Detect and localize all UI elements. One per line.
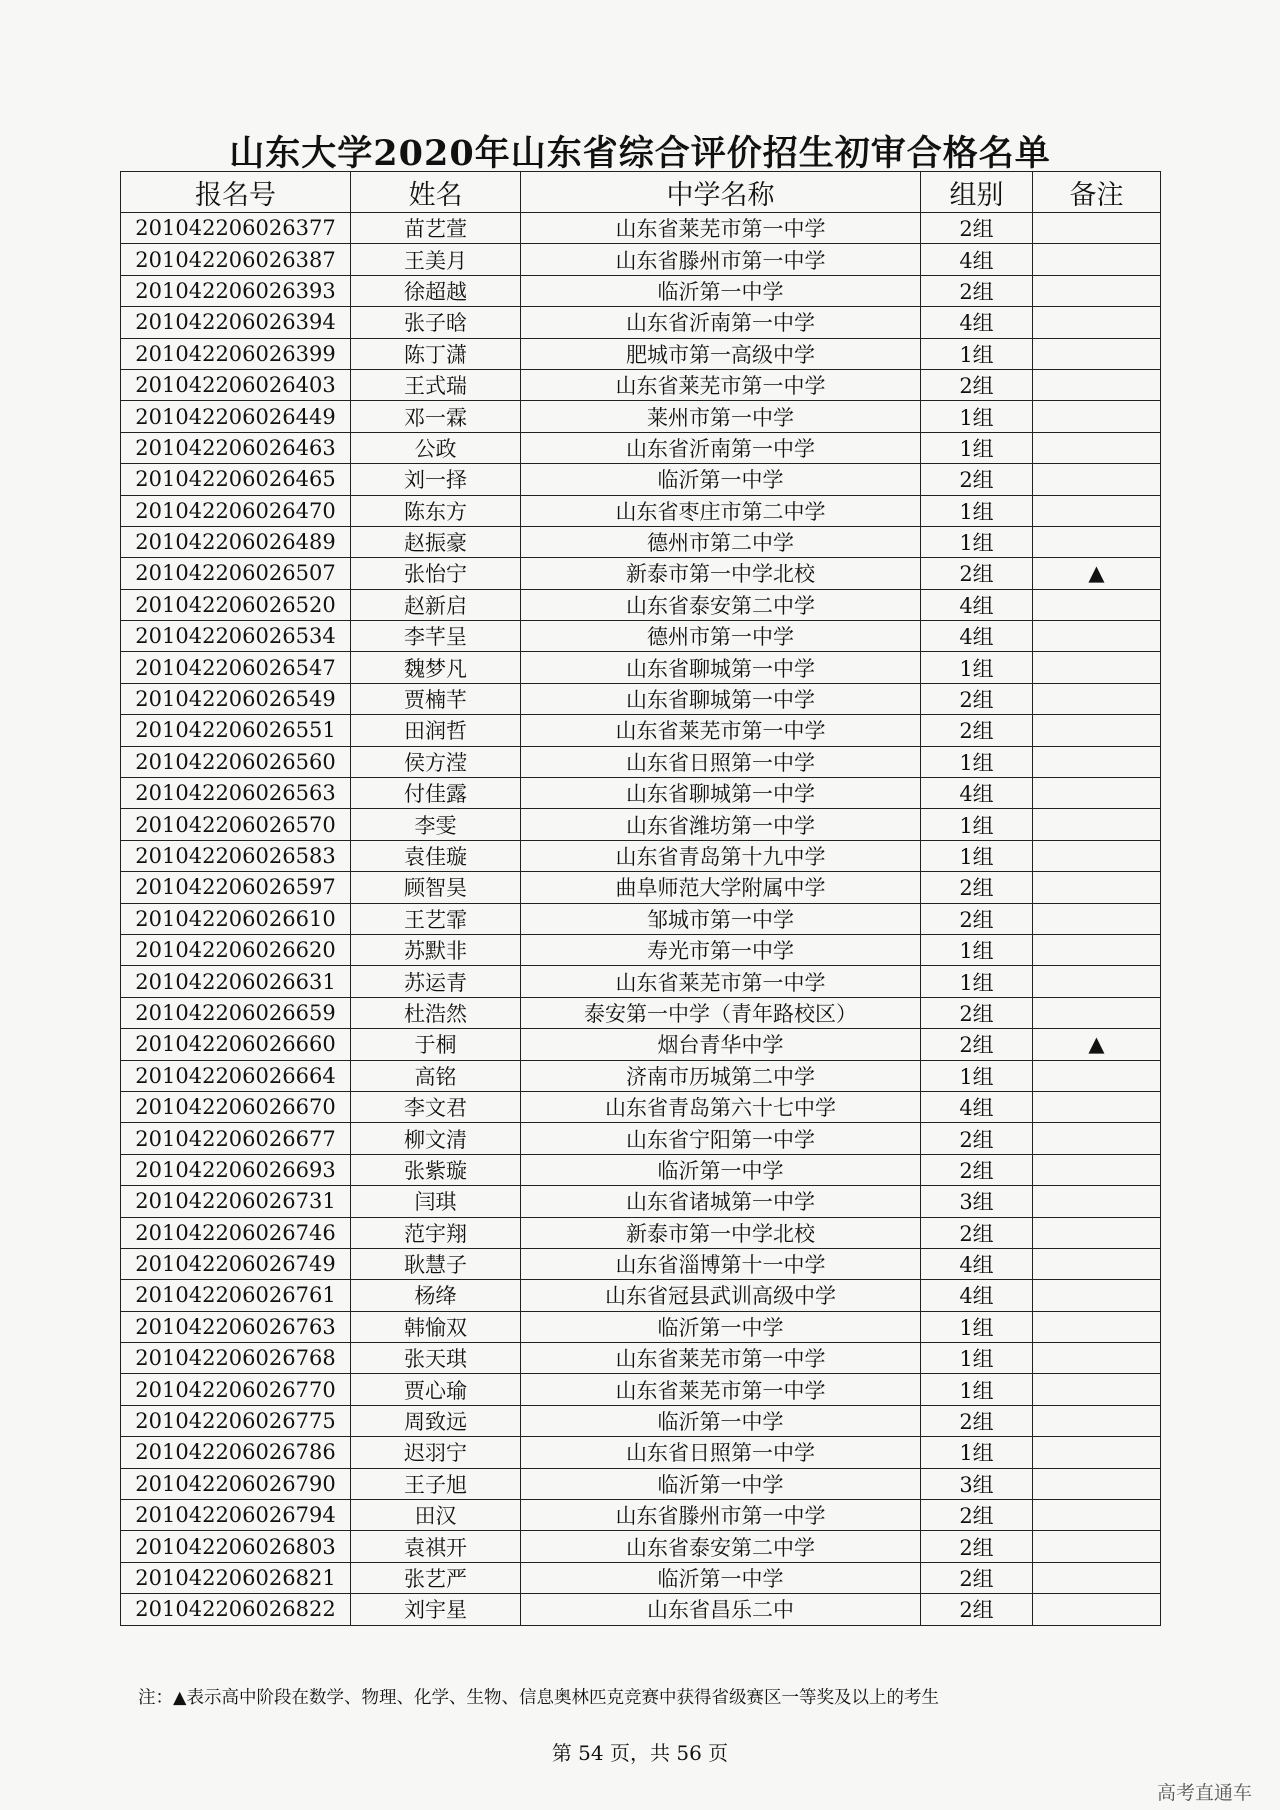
cell-name: 闫琪 <box>351 1186 521 1217</box>
cell-note <box>1033 1437 1161 1468</box>
cell-school: 济南市历城第二中学 <box>521 1060 921 1091</box>
cell-name: 李文君 <box>351 1091 521 1122</box>
cell-note <box>1033 1468 1161 1499</box>
cell-school: 山东省莱芜市第一中学 <box>521 1343 921 1374</box>
cell-school: 德州市第二中学 <box>521 526 921 557</box>
table-row <box>121 997 1161 1028</box>
cell-name: 苏运青 <box>351 966 521 997</box>
footnote: 注：▲表示高中阶段在数学、物理、化学、生物、信息奥林匹克竞赛中获得省级赛区一等奖及以上的考生 <box>138 1688 939 1708</box>
cell-school: 山东省聊城第一中学 <box>521 683 921 714</box>
cell-school: 山东省冠县武训高级中学 <box>521 1280 921 1311</box>
cell-registration-no: 201042206026803 <box>121 1531 351 1562</box>
cell-name: 贾心瑜 <box>351 1374 521 1405</box>
cell-group: 2组 <box>921 683 1033 714</box>
cell-note <box>1033 652 1161 683</box>
table-row <box>121 683 1161 714</box>
cell-registration-no: 201042206026394 <box>121 307 351 338</box>
cell-registration-no: 201042206026768 <box>121 1343 351 1374</box>
table-row <box>121 1437 1161 1468</box>
cell-school: 山东省莱芜市第一中学 <box>521 369 921 400</box>
cell-school: 烟台青华中学 <box>521 1029 921 1060</box>
table-row <box>121 338 1161 369</box>
cell-note <box>1033 338 1161 369</box>
cell-name: 柳文清 <box>351 1123 521 1154</box>
cell-name: 张艺严 <box>351 1562 521 1593</box>
cell-group: 2组 <box>921 1217 1033 1248</box>
cell-registration-no: 201042206026449 <box>121 401 351 432</box>
table-header-row <box>121 172 1161 213</box>
cell-group: 1组 <box>921 1437 1033 1468</box>
cell-school: 临沂第一中学 <box>521 1468 921 1499</box>
cell-registration-no: 201042206026763 <box>121 1311 351 1342</box>
cell-registration-no: 201042206026770 <box>121 1374 351 1405</box>
cell-note <box>1033 495 1161 526</box>
cell-name: 李雯 <box>351 809 521 840</box>
cell-note <box>1033 432 1161 463</box>
cell-registration-no: 201042206026746 <box>121 1217 351 1248</box>
cell-name: 范宇翔 <box>351 1217 521 1248</box>
cell-school: 临沂第一中学 <box>521 1562 921 1593</box>
cell-note <box>1033 1280 1161 1311</box>
table-row <box>121 1248 1161 1279</box>
cell-registration-no: 201042206026520 <box>121 589 351 620</box>
cell-group: 2组 <box>921 1500 1033 1531</box>
cell-group: 1组 <box>921 495 1033 526</box>
cell-note <box>1033 1343 1161 1374</box>
table-row <box>121 1091 1161 1122</box>
table-row <box>121 464 1161 495</box>
roster-table <box>120 171 1161 1626</box>
cell-registration-no: 201042206026660 <box>121 1029 351 1060</box>
cell-note <box>1033 934 1161 965</box>
cell-note <box>1033 1091 1161 1122</box>
table-row <box>121 1311 1161 1342</box>
cell-group: 1组 <box>921 401 1033 432</box>
table-row <box>121 1186 1161 1217</box>
table-row <box>121 369 1161 400</box>
cell-school: 临沂第一中学 <box>521 275 921 306</box>
cell-group: 2组 <box>921 275 1033 306</box>
cell-name: 公政 <box>351 432 521 463</box>
table-row <box>121 432 1161 463</box>
cell-school: 临沂第一中学 <box>521 1311 921 1342</box>
header-group: 组别 <box>921 172 1033 213</box>
table-row <box>121 778 1161 809</box>
cell-group: 1组 <box>921 1311 1033 1342</box>
cell-name: 侯方滢 <box>351 746 521 777</box>
cell-group: 4组 <box>921 1280 1033 1311</box>
cell-note <box>1033 1374 1161 1405</box>
cell-school: 山东省聊城第一中学 <box>521 652 921 683</box>
cell-group: 2组 <box>921 1405 1033 1436</box>
cell-school: 德州市第一中学 <box>521 621 921 652</box>
cell-note <box>1033 809 1161 840</box>
cell-group: 4组 <box>921 1248 1033 1279</box>
cell-name: 袁佳璇 <box>351 840 521 871</box>
cell-note <box>1033 621 1161 652</box>
cell-registration-no: 201042206026377 <box>121 213 351 244</box>
cell-note <box>1033 213 1161 244</box>
cell-school: 莱州市第一中学 <box>521 401 921 432</box>
cell-note <box>1033 778 1161 809</box>
table-row <box>121 213 1161 244</box>
cell-registration-no: 201042206026570 <box>121 809 351 840</box>
cell-name: 苏默非 <box>351 934 521 965</box>
cell-school: 山东省枣庄市第二中学 <box>521 495 921 526</box>
cell-group: 4组 <box>921 778 1033 809</box>
cell-name: 高铭 <box>351 1060 521 1091</box>
cell-note <box>1033 401 1161 432</box>
cell-note <box>1033 1123 1161 1154</box>
cell-registration-no: 201042206026551 <box>121 715 351 746</box>
cell-school: 山东省青岛第六十七中学 <box>521 1091 921 1122</box>
cell-registration-no: 201042206026547 <box>121 652 351 683</box>
cell-registration-no: 201042206026399 <box>121 338 351 369</box>
cell-note: ▲ <box>1033 558 1161 589</box>
cell-note <box>1033 464 1161 495</box>
cell-group: 2组 <box>921 1531 1033 1562</box>
cell-school: 山东省泰安第二中学 <box>521 1531 921 1562</box>
cell-registration-no: 201042206026659 <box>121 997 351 1028</box>
cell-group: 1组 <box>921 652 1033 683</box>
cell-registration-no: 201042206026563 <box>121 778 351 809</box>
table-row <box>121 872 1161 903</box>
cell-group: 1组 <box>921 338 1033 369</box>
cell-school: 山东省沂南第一中学 <box>521 307 921 338</box>
cell-note <box>1033 966 1161 997</box>
table-row <box>121 1343 1161 1374</box>
cell-note <box>1033 715 1161 746</box>
cell-name: 付佳露 <box>351 778 521 809</box>
cell-name: 田汉 <box>351 1500 521 1531</box>
cell-group: 1组 <box>921 840 1033 871</box>
cell-note <box>1033 1060 1161 1091</box>
cell-name: 迟羽宁 <box>351 1437 521 1468</box>
cell-group: 2组 <box>921 1154 1033 1185</box>
cell-group: 1组 <box>921 1060 1033 1091</box>
cell-registration-no: 201042206026507 <box>121 558 351 589</box>
cell-registration-no: 201042206026749 <box>121 1248 351 1279</box>
table-row <box>121 526 1161 557</box>
cell-name: 王式瑞 <box>351 369 521 400</box>
table-row <box>121 1405 1161 1436</box>
table-row <box>121 1468 1161 1499</box>
cell-registration-no: 201042206026560 <box>121 746 351 777</box>
cell-note <box>1033 275 1161 306</box>
cell-school: 山东省泰安第二中学 <box>521 589 921 620</box>
cell-group: 1组 <box>921 746 1033 777</box>
cell-name: 张天琪 <box>351 1343 521 1374</box>
cell-group: 2组 <box>921 1123 1033 1154</box>
cell-registration-no: 201042206026631 <box>121 966 351 997</box>
cell-group: 4组 <box>921 1091 1033 1122</box>
table-row <box>121 840 1161 871</box>
cell-note <box>1033 526 1161 557</box>
page-title: 山东大学2020年山东省综合评价招生初审合格名单 <box>229 133 1051 174</box>
cell-school: 山东省昌乐二中 <box>521 1594 921 1625</box>
cell-note <box>1033 903 1161 934</box>
cell-group: 2组 <box>921 997 1033 1028</box>
header-note: 备注 <box>1033 172 1161 213</box>
cell-school: 山东省诸城第一中学 <box>521 1186 921 1217</box>
cell-school: 山东省莱芜市第一中学 <box>521 213 921 244</box>
cell-name: 耿慧子 <box>351 1248 521 1279</box>
cell-note <box>1033 1594 1161 1625</box>
cell-group: 1组 <box>921 934 1033 965</box>
cell-school: 山东省滕州市第一中学 <box>521 244 921 275</box>
cell-group: 1组 <box>921 432 1033 463</box>
table-row <box>121 809 1161 840</box>
cell-note <box>1033 746 1161 777</box>
cell-note <box>1033 589 1161 620</box>
cell-group: 2组 <box>921 1562 1033 1593</box>
cell-school: 山东省青岛第十九中学 <box>521 840 921 871</box>
cell-registration-no: 201042206026549 <box>121 683 351 714</box>
cell-school: 山东省日照第一中学 <box>521 746 921 777</box>
cell-registration-no: 201042206026664 <box>121 1060 351 1091</box>
table-row <box>121 903 1161 934</box>
cell-group: 2组 <box>921 1029 1033 1060</box>
cell-name: 杜浩然 <box>351 997 521 1028</box>
page-number: 第 54 页，共 56 页 <box>551 1741 729 1765</box>
cell-registration-no: 201042206026534 <box>121 621 351 652</box>
table-row <box>121 244 1161 275</box>
table-row <box>121 1060 1161 1091</box>
cell-school: 寿光市第一中学 <box>521 934 921 965</box>
cell-registration-no: 201042206026387 <box>121 244 351 275</box>
cell-name: 刘宇星 <box>351 1594 521 1625</box>
cell-name: 王子旭 <box>351 1468 521 1499</box>
cell-note: ▲ <box>1033 1029 1161 1060</box>
watermark: 高考直通车 <box>1156 1782 1252 1804</box>
cell-school: 山东省淄博第十一中学 <box>521 1248 921 1279</box>
table-row <box>121 652 1161 683</box>
cell-group: 2组 <box>921 213 1033 244</box>
table-row <box>121 275 1161 306</box>
cell-name: 韩愉双 <box>351 1311 521 1342</box>
table-row <box>121 1123 1161 1154</box>
cell-school: 临沂第一中学 <box>521 464 921 495</box>
cell-name: 张紫璇 <box>351 1154 521 1185</box>
cell-school: 山东省潍坊第一中学 <box>521 809 921 840</box>
cell-group: 2组 <box>921 872 1033 903</box>
cell-group: 3组 <box>921 1186 1033 1217</box>
table-row <box>121 934 1161 965</box>
cell-registration-no: 201042206026470 <box>121 495 351 526</box>
cell-note <box>1033 1248 1161 1279</box>
cell-group: 1组 <box>921 1343 1033 1374</box>
cell-note <box>1033 1186 1161 1217</box>
cell-registration-no: 201042206026786 <box>121 1437 351 1468</box>
cell-school: 新泰市第一中学北校 <box>521 1217 921 1248</box>
header-registration-no: 报名号 <box>121 172 351 213</box>
cell-registration-no: 201042206026775 <box>121 1405 351 1436</box>
cell-group: 2组 <box>921 464 1033 495</box>
cell-registration-no: 201042206026465 <box>121 464 351 495</box>
cell-group: 1组 <box>921 809 1033 840</box>
cell-name: 于桐 <box>351 1029 521 1060</box>
cell-name: 顾智昊 <box>351 872 521 903</box>
table-row <box>121 1531 1161 1562</box>
cell-group: 2组 <box>921 558 1033 589</box>
cell-name: 赵振豪 <box>351 526 521 557</box>
cell-registration-no: 201042206026403 <box>121 369 351 400</box>
table-row <box>121 558 1161 589</box>
cell-name: 田润哲 <box>351 715 521 746</box>
cell-name: 邓一霖 <box>351 401 521 432</box>
cell-registration-no: 201042206026489 <box>121 526 351 557</box>
cell-name: 王艺霏 <box>351 903 521 934</box>
cell-school: 山东省日照第一中学 <box>521 1437 921 1468</box>
table-row <box>121 1562 1161 1593</box>
cell-note <box>1033 1562 1161 1593</box>
cell-name: 王美月 <box>351 244 521 275</box>
cell-group: 3组 <box>921 1468 1033 1499</box>
cell-registration-no: 201042206026731 <box>121 1186 351 1217</box>
cell-group: 1组 <box>921 526 1033 557</box>
cell-school: 临沂第一中学 <box>521 1405 921 1436</box>
cell-note <box>1033 1531 1161 1562</box>
cell-registration-no: 201042206026583 <box>121 840 351 871</box>
cell-name: 苗艺萱 <box>351 213 521 244</box>
cell-school: 临沂第一中学 <box>521 1154 921 1185</box>
cell-name: 张怡宁 <box>351 558 521 589</box>
cell-note <box>1033 1217 1161 1248</box>
table-row <box>121 746 1161 777</box>
cell-name: 张子晗 <box>351 307 521 338</box>
table-row <box>121 1374 1161 1405</box>
cell-registration-no: 201042206026620 <box>121 934 351 965</box>
cell-group: 2组 <box>921 715 1033 746</box>
cell-group: 1组 <box>921 1374 1033 1405</box>
cell-note <box>1033 1311 1161 1342</box>
table-row <box>121 495 1161 526</box>
table-row <box>121 1280 1161 1311</box>
cell-name: 陈东方 <box>351 495 521 526</box>
cell-registration-no: 201042206026597 <box>121 872 351 903</box>
cell-registration-no: 201042206026393 <box>121 275 351 306</box>
table-row <box>121 1217 1161 1248</box>
cell-group: 2组 <box>921 903 1033 934</box>
cell-name: 刘一择 <box>351 464 521 495</box>
cell-name: 陈丁潇 <box>351 338 521 369</box>
cell-group: 4组 <box>921 244 1033 275</box>
table-row <box>121 966 1161 997</box>
cell-note <box>1033 872 1161 903</box>
cell-registration-no: 201042206026463 <box>121 432 351 463</box>
table-row <box>121 1154 1161 1185</box>
cell-group: 1组 <box>921 966 1033 997</box>
cell-note <box>1033 307 1161 338</box>
cell-school: 新泰市第一中学北校 <box>521 558 921 589</box>
table-row <box>121 1594 1161 1625</box>
cell-name: 袁祺开 <box>351 1531 521 1562</box>
cell-name: 周致远 <box>351 1405 521 1436</box>
table-row <box>121 621 1161 652</box>
cell-note <box>1033 369 1161 400</box>
cell-school: 山东省宁阳第一中学 <box>521 1123 921 1154</box>
cell-registration-no: 201042206026794 <box>121 1500 351 1531</box>
table-row <box>121 307 1161 338</box>
cell-group: 2组 <box>921 369 1033 400</box>
cell-note <box>1033 1500 1161 1531</box>
cell-school: 泰安第一中学（青年路校区） <box>521 997 921 1028</box>
cell-registration-no: 201042206026821 <box>121 1562 351 1593</box>
cell-name: 贾楠芊 <box>351 683 521 714</box>
cell-registration-no: 201042206026822 <box>121 1594 351 1625</box>
cell-note <box>1033 997 1161 1028</box>
cell-group: 4组 <box>921 307 1033 338</box>
cell-name: 杨绛 <box>351 1280 521 1311</box>
table-row <box>121 401 1161 432</box>
cell-group: 4组 <box>921 589 1033 620</box>
cell-group: 4组 <box>921 621 1033 652</box>
cell-school: 肥城市第一高级中学 <box>521 338 921 369</box>
cell-note <box>1033 1154 1161 1185</box>
cell-group: 2组 <box>921 1594 1033 1625</box>
cell-registration-no: 201042206026677 <box>121 1123 351 1154</box>
cell-registration-no: 201042206026670 <box>121 1091 351 1122</box>
table-body <box>121 213 1161 1626</box>
cell-school: 山东省沂南第一中学 <box>521 432 921 463</box>
cell-school: 山东省聊城第一中学 <box>521 778 921 809</box>
header-school: 中学名称 <box>521 172 921 213</box>
cell-name: 徐超越 <box>351 275 521 306</box>
cell-name: 魏梦凡 <box>351 652 521 683</box>
cell-note <box>1033 840 1161 871</box>
cell-registration-no: 201042206026610 <box>121 903 351 934</box>
cell-registration-no: 201042206026790 <box>121 1468 351 1499</box>
table-row <box>121 715 1161 746</box>
cell-school: 曲阜师范大学附属中学 <box>521 872 921 903</box>
cell-name: 赵新启 <box>351 589 521 620</box>
cell-name: 李芊呈 <box>351 621 521 652</box>
table-row <box>121 1029 1161 1060</box>
cell-school: 山东省莱芜市第一中学 <box>521 715 921 746</box>
cell-school: 山东省莱芜市第一中学 <box>521 1374 921 1405</box>
cell-school: 山东省滕州市第一中学 <box>521 1500 921 1531</box>
cell-registration-no: 201042206026761 <box>121 1280 351 1311</box>
header-name: 姓名 <box>351 172 521 213</box>
cell-note <box>1033 683 1161 714</box>
cell-registration-no: 201042206026693 <box>121 1154 351 1185</box>
table-row <box>121 1500 1161 1531</box>
table-row <box>121 589 1161 620</box>
cell-note <box>1033 244 1161 275</box>
cell-note <box>1033 1405 1161 1436</box>
cell-school: 山东省莱芜市第一中学 <box>521 966 921 997</box>
cell-school: 邹城市第一中学 <box>521 903 921 934</box>
